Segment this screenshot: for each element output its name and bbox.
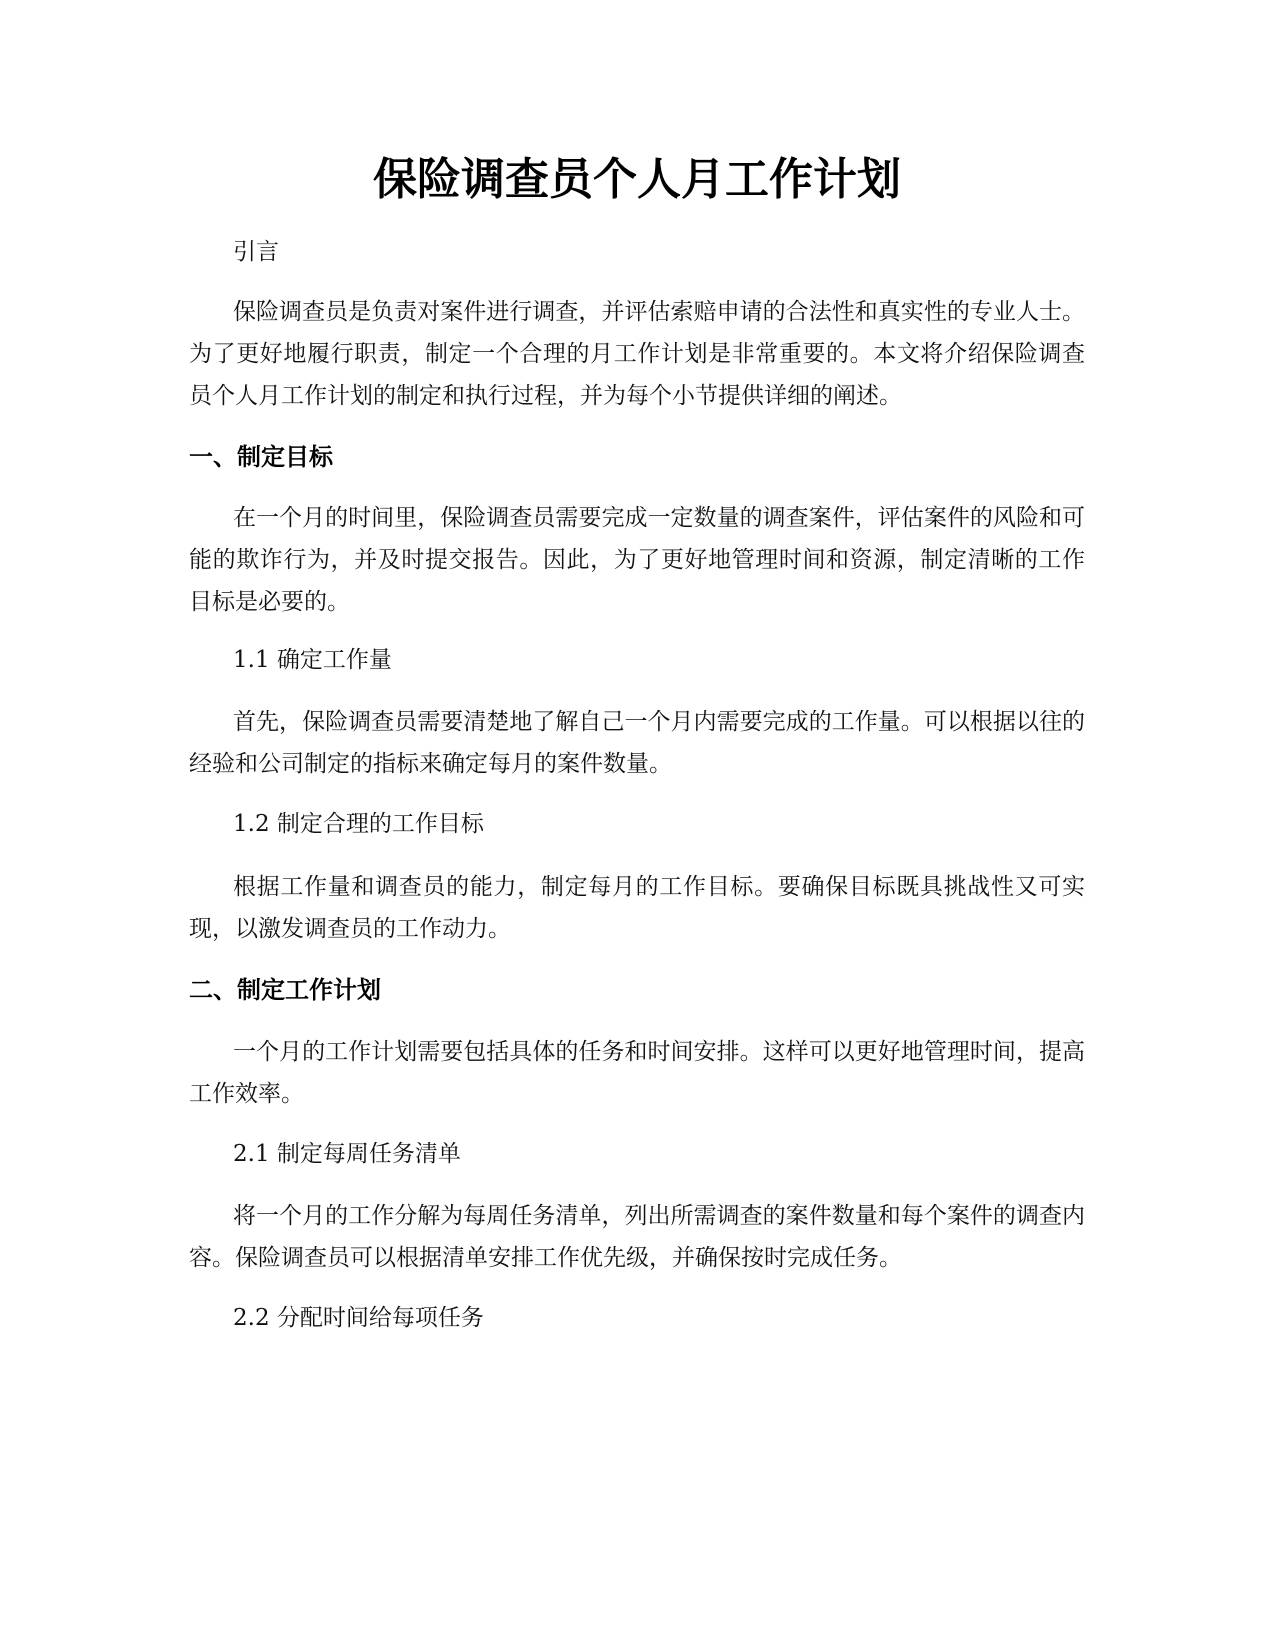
subsection-1-2-paragraph: 根据工作量和调查员的能力，制定每月的工作目标。要确保目标既具挑战性又可实现，以激发调查员的工作动力。 (189, 874, 1085, 942)
document-title: 保险调查员个人月工作计划 (373, 154, 901, 205)
intro-paragraph: 保险调查员是负责对案件进行调查，并评估索赔申请的合法性和真实性的专业人士。为了更好地履行职责，制定一个合理的月工作计划是非常重要的。本文将介绍保险调查员个人月工作计划的制定和执行过程，并为每个小节提供详细的阐述。 (189, 299, 1085, 409)
intro-label: 引言 (233, 239, 279, 265)
subsection-1-1-paragraph: 首先，保险调查员需要清楚地了解自己一个月内需要完成的工作量。可以根据以往的经验和公司制定的指标来确定每月的案件数量。 (189, 709, 1085, 777)
section-2-paragraph: 一个月的工作计划需要包括具体的任务和时间安排。这样可以更好地管理时间，提高工作效率。 (189, 1039, 1085, 1107)
subsection-2-1-heading: 2.1 制定每周任务清单 (233, 1141, 461, 1167)
section-1-heading: 一、制定目标 (189, 443, 333, 471)
subsection-2-1-paragraph: 将一个月的工作分解为每周任务清单，列出所需调查的案件数量和每个案件的调查内容。保险调查员可以根据清单安排工作优先级，并确保按时完成任务。 (189, 1203, 1085, 1271)
section-1-paragraph: 在一个月的时间里，保险调查员需要完成一定数量的调查案件，评估案件的风险和可能的欺诈行为，并及时提交报告。因此，为了更好地管理时间和资源，制定清晰的工作目标是必要的。 (189, 505, 1085, 615)
subsection-1-2-heading: 1.2 制定合理的工作目标 (233, 811, 484, 837)
section-2-heading: 二、制定工作计划 (189, 976, 381, 1004)
subsection-1-1-heading: 1.1 确定工作量 (233, 647, 392, 673)
subsection-2-2-heading: 2.2 分配时间给每项任务 (233, 1305, 484, 1331)
